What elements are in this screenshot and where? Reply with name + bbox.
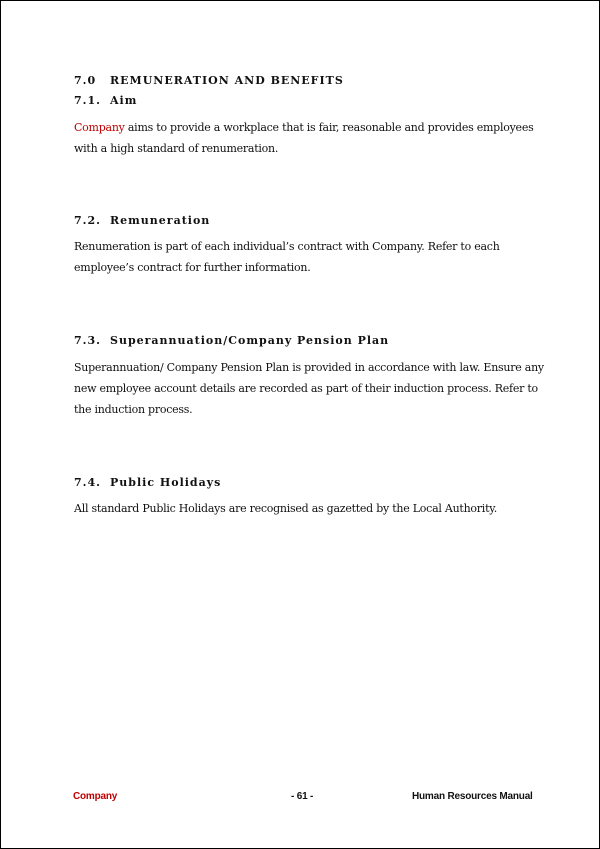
section-number: 7.4. [74, 476, 101, 489]
aim-line-1: Company aims to provide a workplace that is fair, reasonable and provides employees [74, 121, 534, 134]
section-heading-7-4 [74, 476, 221, 489]
section-number: 7.1. [74, 94, 101, 107]
section-heading-7-2 [74, 214, 210, 227]
superannuation-line-3: the induction process. [74, 403, 193, 416]
section-number: 7.2. [74, 214, 101, 227]
footer-company: Company [73, 791, 118, 802]
footer-page-number: - 61 - [291, 791, 314, 802]
superannuation-line-2: new employee account details are recorded as part of their induction process. Refer to [74, 382, 538, 395]
remuneration-paragraph [74, 236, 544, 278]
section-number: 7.3. [74, 334, 101, 347]
company-name-highlight: Company [74, 121, 125, 134]
section-title: REMUNERATION AND BENEFITS [110, 74, 344, 87]
public-holidays-line-1: All standard Public Holidays are recognised as gazetted by the Local Authority. [74, 502, 497, 515]
section-title: Aim [110, 94, 138, 107]
section-title: Public Holidays [110, 476, 222, 489]
section-number: 7.0 [74, 74, 97, 87]
section-heading-7-1 [74, 94, 137, 107]
superannuation-line-1: Superannuation/ Company Pension Plan is provided in accordance with law. Ensure any [74, 361, 544, 374]
section-heading-7-3 [74, 334, 389, 347]
superannuation-paragraph [74, 357, 544, 420]
section-title: Superannuation/Company Pension Plan [110, 334, 390, 347]
section-title: Remuneration [110, 214, 211, 227]
public-holidays-paragraph [74, 498, 544, 519]
section-heading-7-0 [74, 74, 344, 87]
remuneration-line-1: Renumeration is part of each individual’s contract with Company. Refer to each [74, 240, 500, 253]
aim-line-2: with a high standard of renumeration. [74, 142, 279, 155]
aim-paragraph [74, 117, 544, 159]
footer-manual-title: Human Resources Manual [412, 791, 533, 802]
remuneration-line-2: employee’s contract for further information. [74, 261, 311, 274]
